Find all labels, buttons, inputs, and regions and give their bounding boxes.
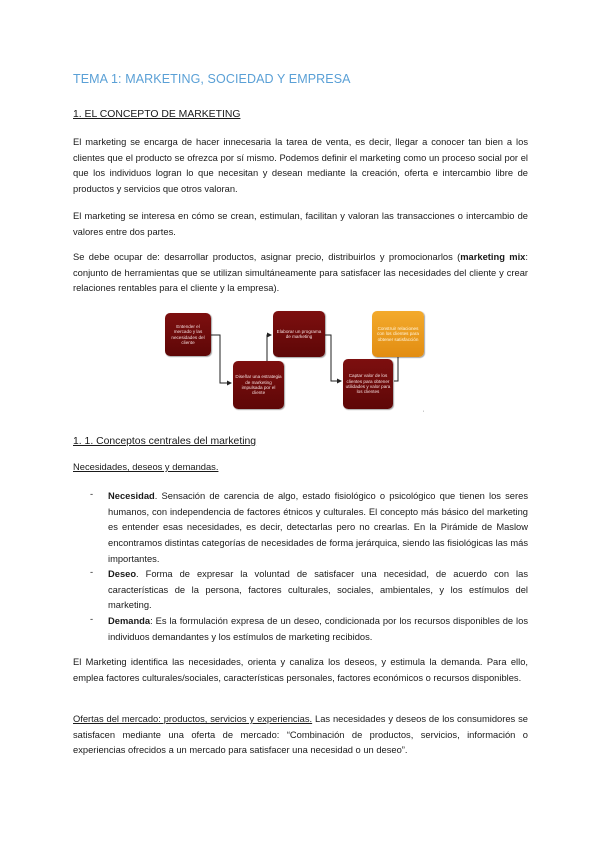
- section-heading: 1. 1. Conceptos centrales del marketing: [73, 436, 257, 447]
- list-dash: -: [90, 614, 94, 624]
- list-dash: -: [90, 489, 94, 499]
- subheading: Necesidades, deseos y demandas.: [73, 462, 219, 472]
- text: : conjunto de herramientas que se utilizan simultáneamente para satisfacer las necesidades del cliente y crear relaciones rentables para el cliente y la empresa).: [73, 252, 528, 294]
- paragraph-marketing-mix: [73, 250, 528, 297]
- definition: . Forma de expresar la voluntad de satisfacer una necesidad, de acuerdo con las características de la persona, factores culturales, sociales, ambientales, y los estímulos del marketing.: [108, 569, 528, 611]
- section-heading: 1. EL CONCEPTO DE MARKETING: [73, 109, 241, 120]
- box-marketing-program: Elaborar un programa de marketing: [273, 311, 325, 357]
- paragraph-ofertas: [73, 712, 528, 759]
- underlined-term: Ofertas del mercado: productos, servicios y experiencias.: [73, 714, 313, 724]
- definition: . Sensación de carencia de algo, estado fisiológico o psicológico que tienen los seres humanos, con independencia de factores étnicos y culturales. El concepto más básico del marketing es entender esas necesidades, es decir, detectarlas pero no crearlas. En la Pirámide de Maslow encontramos distintas categorías de necesidades de forma jerárquica, siendo las fisiológicas las más importantes.: [108, 491, 528, 564]
- definition: : Es la formulación expresa de un deseo, condicionada por los recursos disponibles de los individuos demandantes y los estímulos de marketing recibidos.: [108, 616, 528, 642]
- term: Demanda: [108, 616, 151, 626]
- term: Necesidad: [108, 491, 155, 501]
- text: Las necesidades y deseos de los consumidores se satisfacen mediante una oferta de mercado: “Combinación de productos, servicios, información o experiencias ofrecidos a un mercado para satisfacer una necesidad o un deseo”.: [73, 714, 528, 756]
- paragraph: El Marketing identifica las necesidades, orienta y canaliza los deseos, y estimula la demanda. Para ello, emplea factores culturales/sociales, características personales, factores económicos o recursos disponibles.: [73, 657, 528, 683]
- document-title: TEMA 1: MARKETING, SOCIEDAD Y EMPRESA: [73, 72, 351, 86]
- list-item-deseo: [108, 567, 528, 614]
- term: Deseo: [108, 569, 137, 579]
- list-item-demanda: [108, 614, 528, 645]
- arrow: [325, 335, 341, 381]
- box-design-strategy: Diseñar una estrategia de marketing impulsada por el cliente: [233, 361, 284, 409]
- list-item-necesidad: [108, 489, 528, 568]
- paragraph: El marketing se interesa en cómo se crean, estimulan, facilitan y valoran las transacciones o intercambio de valores entre dos partes.: [73, 211, 528, 237]
- arrow: [211, 335, 231, 383]
- box-capture-value: Captar valor de los clientes para obtener utilidades y valor para los clientes: [343, 359, 393, 409]
- diagram-mark: ▪: [423, 409, 425, 413]
- marketing-process-diagram: [163, 309, 438, 415]
- box-understand-market: Entender el mercado y las necesidades del cliente: [165, 313, 211, 356]
- bold-term: marketing mix: [460, 252, 526, 262]
- paragraph: El marketing se encarga de hacer innecesaria la tarea de venta, es decir, llegar a conocer tan bien a los clientes que el producto se ofrezca por sí mismo. Podemos definir el marketing como un proceso social por el que los individuos logran lo que necesitan y desean mediante la creación, oferta e intercambio libre de productos y servicios que otros valoran.: [73, 137, 528, 195]
- list-dash: -: [90, 567, 94, 577]
- text: Se debe ocupar de: desarrollar productos, asignar precio, distribuirlos y promocionarlos (: [73, 252, 461, 262]
- box-build-relationships: Construir relaciones con los clientes para obtener satisfacción: [372, 311, 424, 357]
